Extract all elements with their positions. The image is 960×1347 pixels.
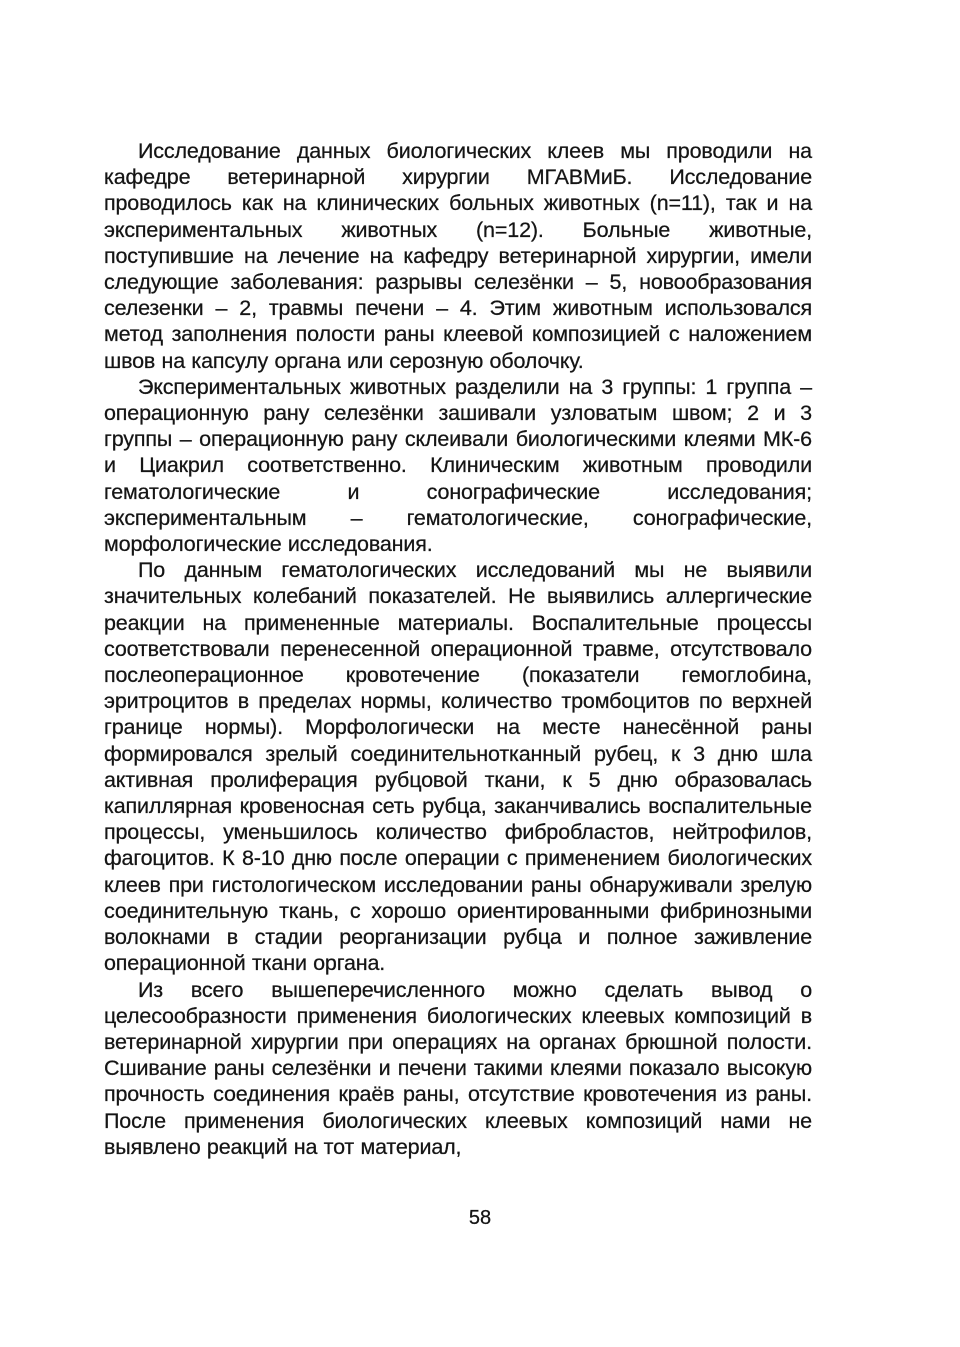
paragraph-results: По данным гематологических исследований мы не выявили значительных колебаний показателей. Не выявились аллергические реакции на примененные материалы. Воспалительные процессы соответствовали перенесенной операционной травме, отсутствовало послеоперационное кровотечение (показатели гемоглобина, эритроцитов в пределах нормы, количество тромбоцитов по верхней границе нормы). Морфологически на месте нанесённой раны формировался зрелый соединительнотканный рубец, к 3 дню шла активная пролиферация рубцовой ткани, к 5 дню образовалась капиллярная кровеносная сеть рубца, заканчивались воспалительные процессы, уменьшилось количество фибробластов, нейтрофилов, фагоцитов. К 8-10 дню после операции с применением биологических клеев при гистологическом исследовании раны обнаруживали зрелую соединительную ткань, с хорошо ориентированными фибринозными волокнами в стадии реорганизации рубца и полное заживление операционной ткани органа. [104,558,812,976]
page-number: 58 [468,1207,492,1229]
body-text [104,138,812,1160]
paragraph-study-location: Исследование данных биологических клеев мы проводили на кафедре ветеринарной хирургии МГАВМиБ. Исследование проводилось как на клинических больных животных (n=11), так и на экспериментальных животных (n=12). Больные животные, поступившие на лечение на кафедру ветеринарной хирургии, имели следующие заболевания: разрывы селезёнки – 5, новообразования селезенки – 2, травмы печени – 4. Этим животным использовался метод заполнения полости раны клеевой композицией с наложением швов на капсулу органа или серозную оболочку. [104,139,812,373]
paragraph-conclusion: Из всего вышеперечисленного можно сделать вывод о целесообразности применения биологических клеевых композиций в ветеринарной хирургии при операциях на органах брюшной полости. Сшивание раны селезёнки и печени такими клеями показало высокую прочность соединения краёв раны, отсутствие кровотечения из раны. После применения биологических клеевых композиций нами не выявлено реакций на тот материал, [104,977,812,1159]
paragraph-experimental-groups: Экспериментальных животных разделили на 3 группы: 1 группа – операционную рану селезёнки зашивали узловатым швом; 2 и 3 группы – операционную рану склеивали биологическими клеями МК-6 и Циакрил соответственно. Клиническим животным проводили гематологические и сонографические исследования; экспериментальным – гематологические, сонографические, морфологические исследования. [104,374,812,557]
